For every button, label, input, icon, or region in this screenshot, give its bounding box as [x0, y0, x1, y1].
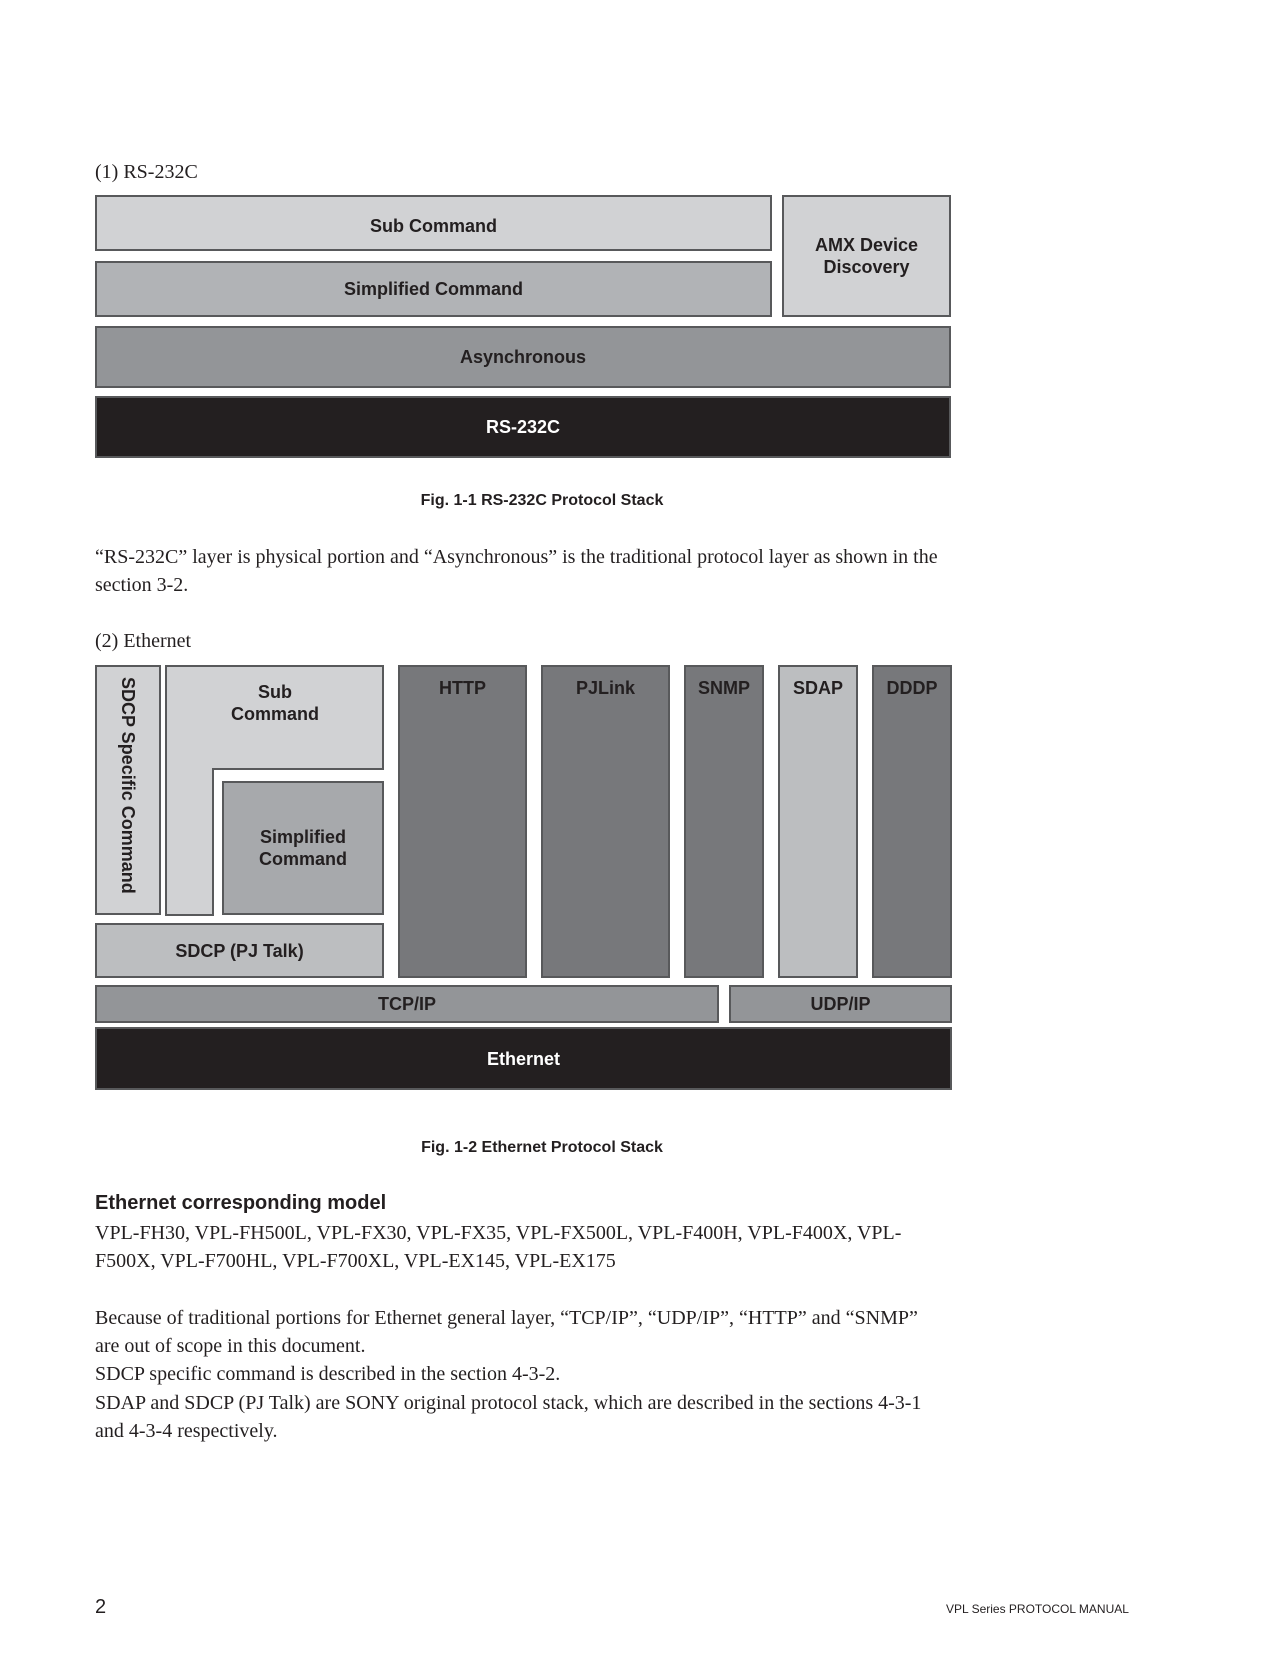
layer-asynchronous: Asynchronous — [95, 326, 951, 388]
layer-udpip: UDP/IP — [729, 985, 952, 1023]
simp-line-1: Simplified — [259, 827, 346, 847]
sub-line-1: Sub — [258, 682, 292, 702]
layer-sub-command: Sub Command — [95, 195, 772, 251]
notes-line-5: and 4-3-4 respectively. — [95, 1420, 278, 1442]
layer-amx-device-discovery — [782, 195, 951, 317]
sdcp-specific-command-label: SDCP Specific Command — [118, 677, 138, 894]
layer-rs232c: RS-232C — [95, 396, 951, 458]
manual-title: VPL Series PROTOCOL MANUAL — [946, 1602, 1129, 1616]
layer-sdcp-pj-talk: SDCP (PJ Talk) — [95, 923, 384, 978]
layer-sdcp-specific-command — [95, 665, 161, 915]
layer-snmp: SNMP — [684, 665, 764, 978]
layer-pjlink: PJLink — [541, 665, 670, 978]
models-line-2: F500X, VPL-F700HL, VPL-F700XL, VPL-EX145, VPL-EX175 — [95, 1250, 616, 1272]
page-number: 2 — [95, 1596, 107, 1618]
figure-caption-1-2: Fig. 1-2 Ethernet Protocol Stack — [421, 1139, 663, 1156]
notes-line-4: SDAP and SDCP (PJ Talk) are SONY original protocol stack, which are described in the sections 4-3-1 — [95, 1392, 922, 1414]
rs232c-paragraph-line-2: section 3-2. — [95, 574, 189, 596]
sub-command-label — [167, 678, 383, 728]
section-heading-rs232c: (1) RS-232C — [95, 161, 198, 183]
rs232c-paragraph-line-1: “RS-232C” layer is physical portion and “Asynchronous” is the traditional protocol layer as shown in the — [95, 546, 938, 568]
models-heading: Ethernet corresponding model — [95, 1192, 387, 1214]
layer-ethernet: Ethernet — [95, 1027, 952, 1090]
layer-sdap: SDAP — [778, 665, 858, 978]
figure-caption-1-1: Fig. 1-1 RS-232C Protocol Stack — [420, 492, 664, 509]
notes-line-1: Because of traditional portions for Ethernet general layer, “TCP/IP”, “UDP/IP”, “HTTP” and “SNMP” — [95, 1307, 918, 1329]
layer-tcpip: TCP/IP — [95, 985, 719, 1023]
layer-simplified-command: Simplified Command — [95, 261, 772, 317]
layer-dddp: DDDP — [872, 665, 952, 978]
layer-http: HTTP — [398, 665, 527, 978]
layer-simplified-command-ethernet — [222, 781, 384, 915]
sub-line-2: Command — [230, 704, 319, 724]
notes-line-2: are out of scope in this document. — [95, 1335, 366, 1357]
section-heading-ethernet: (2) Ethernet — [95, 630, 192, 652]
amx-line-2: Discovery — [823, 257, 910, 277]
amx-line-1: AMX Device — [814, 235, 919, 255]
models-line-1: VPL-FH30, VPL-FH500L, VPL-FX30, VPL-FX35, VPL-FX500L, VPL-F400H, VPL-F400X, VPL- — [95, 1222, 902, 1244]
notes-line-3: SDCP specific command is described in the section 4-3-2. — [95, 1363, 561, 1385]
simp-line-2: Command — [258, 849, 347, 869]
